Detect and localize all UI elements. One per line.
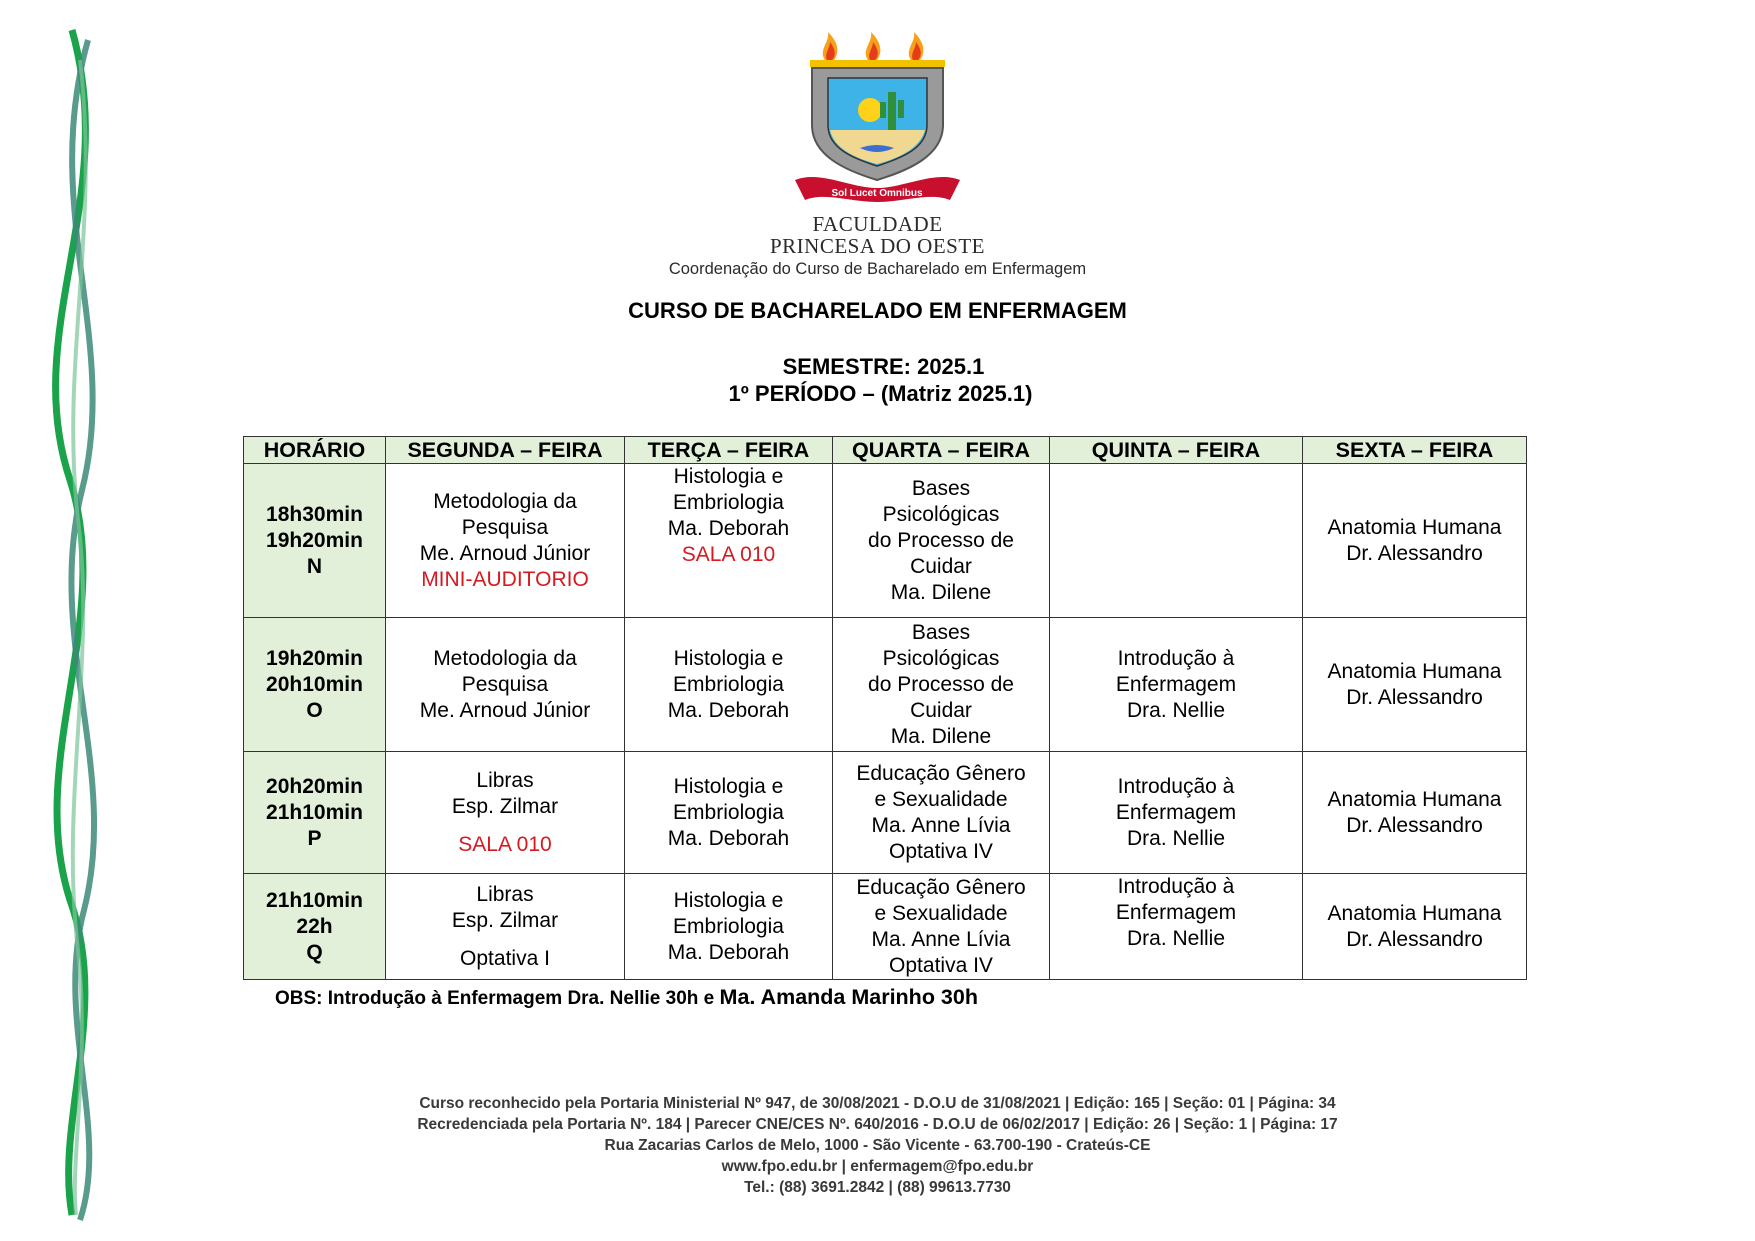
cactus-icon	[888, 92, 896, 134]
decorative-stripes	[0, 0, 120, 1241]
time-cell: 21h10min 22h Q	[244, 874, 386, 980]
sun-icon	[858, 98, 882, 122]
friday-cell: Anatomia Humana Dr. Alessandro	[1303, 752, 1527, 874]
institution-name-line1: FACULDADE	[812, 212, 943, 236]
footer	[0, 1093, 1755, 1198]
thursday-cell: Introdução à Enfermagem Dra. Nellie	[1050, 752, 1303, 874]
table-row	[244, 464, 1527, 618]
monday-cell: Libras Esp. Zilmar Optativa I	[386, 874, 625, 980]
monday-cell: Libras Esp. Zilmar SALA 010	[386, 752, 625, 874]
footer-line: Tel.: (88) 3691.2842 | (88) 99613.7730	[744, 1179, 1011, 1196]
thursday-cell: Introdução à Enfermagem Dra. Nellie	[1050, 874, 1303, 980]
room-label: MINI-AUDITORIO	[421, 567, 589, 591]
period-title: 1º PERÍODO – (Matriz 2025.1)	[728, 381, 1033, 406]
torch-flames-icon	[810, 32, 945, 67]
wednesday-cell: Educação Gênero e Sexualidade Ma. Anne Lívia Optativa IV	[833, 874, 1050, 980]
table-row	[244, 752, 1527, 874]
coordination-subtitle: Coordenação do Curso de Bacharelado em Enfermagem	[668, 260, 1087, 278]
semester-title: SEMESTRE: 2025.1	[782, 354, 985, 379]
tuesday-cell: Histologia e Embriologia Ma. Deborah	[625, 618, 833, 752]
time-cell: 20h20min 21h10min P	[244, 752, 386, 874]
footer-line: Recredenciada pela Portaria Nº. 184 | Parecer CNE/CES Nº. 640/2016 - D.O.U de 06/02/2017 | Edição: 26 | Seção: 1 | Página: 17	[417, 1116, 1338, 1133]
table-row	[244, 618, 1527, 752]
room-label: SALA 010	[458, 832, 552, 856]
tuesday-cell: Histologia e Embriologia Ma. Deborah	[625, 752, 833, 874]
header-segunda: SEGUNDA – FEIRA	[386, 437, 625, 464]
thursday-cell: Introdução à Enfermagem Dra. Nellie	[1050, 618, 1303, 752]
observation-text: OBS: Introdução à Enfermagem Dra. Nellie 30h e	[275, 988, 715, 1009]
observation-highlight: Ma. Amanda Marinho 30h	[719, 985, 978, 1009]
observation-note	[275, 985, 978, 1010]
monday-cell: Metodologia da Pesquisa Me. Arnoud Júnior	[386, 618, 625, 752]
header-sexta: SEXTA – FEIRA	[1303, 437, 1527, 464]
table-header-row	[244, 437, 1527, 464]
tuesday-cell: Histologia e Embriologia Ma. Deborah	[625, 874, 833, 980]
header-quarta: QUARTA – FEIRA	[833, 437, 1050, 464]
header-quinta: QUINTA – FEIRA	[1050, 437, 1303, 464]
room-label: SALA 010	[681, 543, 776, 566]
monday-cell: Metodologia da Pesquisa Me. Arnoud Júnior MINI-AUDITORIO	[386, 464, 625, 618]
wednesday-cell: Bases Psicológicas do Processo de Cuidar Ma. Dilene	[833, 464, 1050, 618]
header-terca: TERÇA – FEIRA	[625, 437, 833, 464]
footer-line: Curso reconhecido pela Portaria Ministerial Nº 947, de 30/08/2021 - D.O.U de 31/08/2021 | Edição: 165 | Seção: 01 | Página: 34	[419, 1095, 1336, 1112]
wednesday-cell: Bases Psicológicas do Processo de Cuidar Ma. Dilene	[833, 618, 1050, 752]
footer-line: Rua Zacarias Carlos de Melo, 1000 - São Vicente - 63.700-190 - Crateús-CE	[604, 1137, 1151, 1154]
tuesday-cell: Histologia e Embriologia Ma. Deborah SALA 010	[625, 464, 833, 618]
class-schedule-table	[243, 436, 1527, 980]
time-cell: 19h20min 20h10min O	[244, 618, 386, 752]
table-row	[244, 874, 1527, 980]
institution-crest	[790, 30, 965, 215]
course-title: CURSO DE BACHARELADO EM ENFERMAGEM	[628, 298, 1127, 323]
friday-cell: Anatomia Humana Dr. Alessandro	[1303, 618, 1527, 752]
footer-line: www.fpo.edu.br | enfermagem@fpo.edu.br	[721, 1158, 1034, 1175]
thursday-cell	[1050, 464, 1303, 618]
time-cell: 18h30min 19h20min N	[244, 464, 386, 618]
header-horario: HORÁRIO	[244, 437, 386, 464]
friday-cell: Anatomia Humana Dr. Alessandro	[1303, 464, 1527, 618]
friday-cell: Anatomia Humana Dr. Alessandro	[1303, 874, 1527, 980]
institution-name-line2: PRINCESA DO OESTE	[769, 234, 986, 258]
motto-text: Sol Lucet Omnibus	[831, 188, 923, 199]
wednesday-cell: Educação Gênero e Sexualidade Ma. Anne Lívia Optativa IV	[833, 752, 1050, 874]
